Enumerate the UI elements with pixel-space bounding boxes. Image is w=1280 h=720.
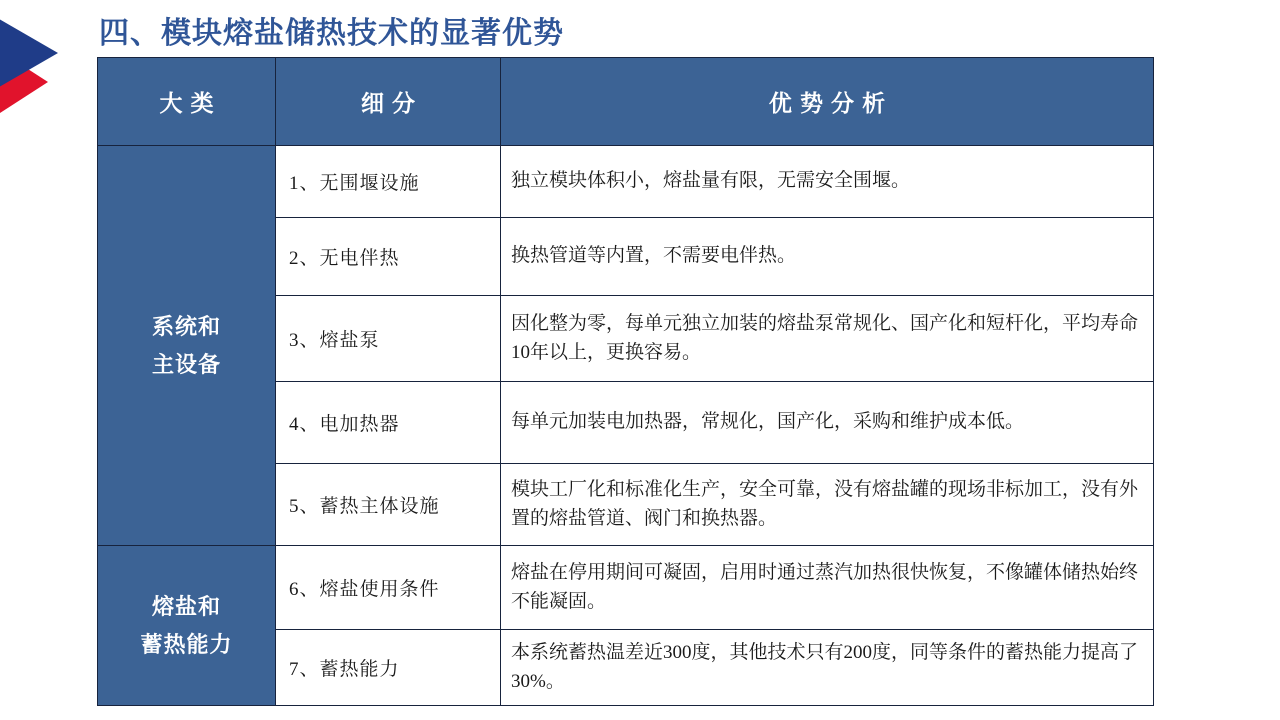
subdivision-cell: 7、蓄热能力 — [276, 630, 501, 706]
advantages-table — [97, 57, 1154, 706]
table-row — [98, 546, 1154, 630]
analysis-cell: 本系统蓄热温差近300度，其他技术只有200度，同等条件的蓄热能力提高了30%。 — [501, 630, 1154, 706]
analysis-cell: 熔盐在停用期间可凝固，启用时通过蒸汽加热很快恢复，不像罐体储热始终不能凝固。 — [501, 546, 1154, 630]
group-label-line: 系统和 — [151, 314, 221, 340]
group-label-line: 熔盐和 — [151, 594, 221, 620]
slide-corner-decoration — [0, 0, 90, 132]
subdivision-cell: 1、无围堰设施 — [276, 146, 501, 218]
subdivision-cell: 6、熔盐使用条件 — [276, 546, 501, 630]
column-header-analysis: 优势分析 — [501, 58, 1154, 146]
subdivision-cell: 4、电加热器 — [276, 382, 501, 464]
subdivision-cell: 3、熔盐泵 — [276, 296, 501, 382]
group-cell-moltensalt-capacity — [98, 546, 276, 706]
analysis-cell: 独立模块体积小，熔盐量有限，无需安全围堰。 — [501, 146, 1154, 218]
subdivision-cell: 5、蓄热主体设施 — [276, 464, 501, 546]
analysis-cell: 因化整为零，每单元独立加装的熔盐泵常规化、国产化和短杆化，平均寿命10年以上，更换容易。 — [501, 296, 1154, 382]
group-label-line: 主设备 — [151, 351, 221, 377]
analysis-cell: 换热管道等内置，不需要电伴热。 — [501, 218, 1154, 296]
page-title: 四、模块熔盐储热技术的显著优势 — [99, 17, 564, 50]
group-cell-system-equipment — [98, 146, 276, 546]
group-label-line: 蓄热能力 — [140, 631, 233, 657]
table-row — [98, 146, 1154, 218]
column-header-subdivision: 细分 — [276, 58, 501, 146]
column-header-category: 大类 — [98, 58, 276, 146]
table-header-row — [98, 58, 1154, 146]
analysis-cell: 每单元加装电加热器，常规化，国产化，采购和维护成本低。 — [501, 382, 1154, 464]
analysis-cell: 模块工厂化和标准化生产，安全可靠，没有熔盐罐的现场非标加工，没有外置的熔盐管道、阀门和换热器。 — [501, 464, 1154, 546]
subdivision-cell: 2、无电伴热 — [276, 218, 501, 296]
